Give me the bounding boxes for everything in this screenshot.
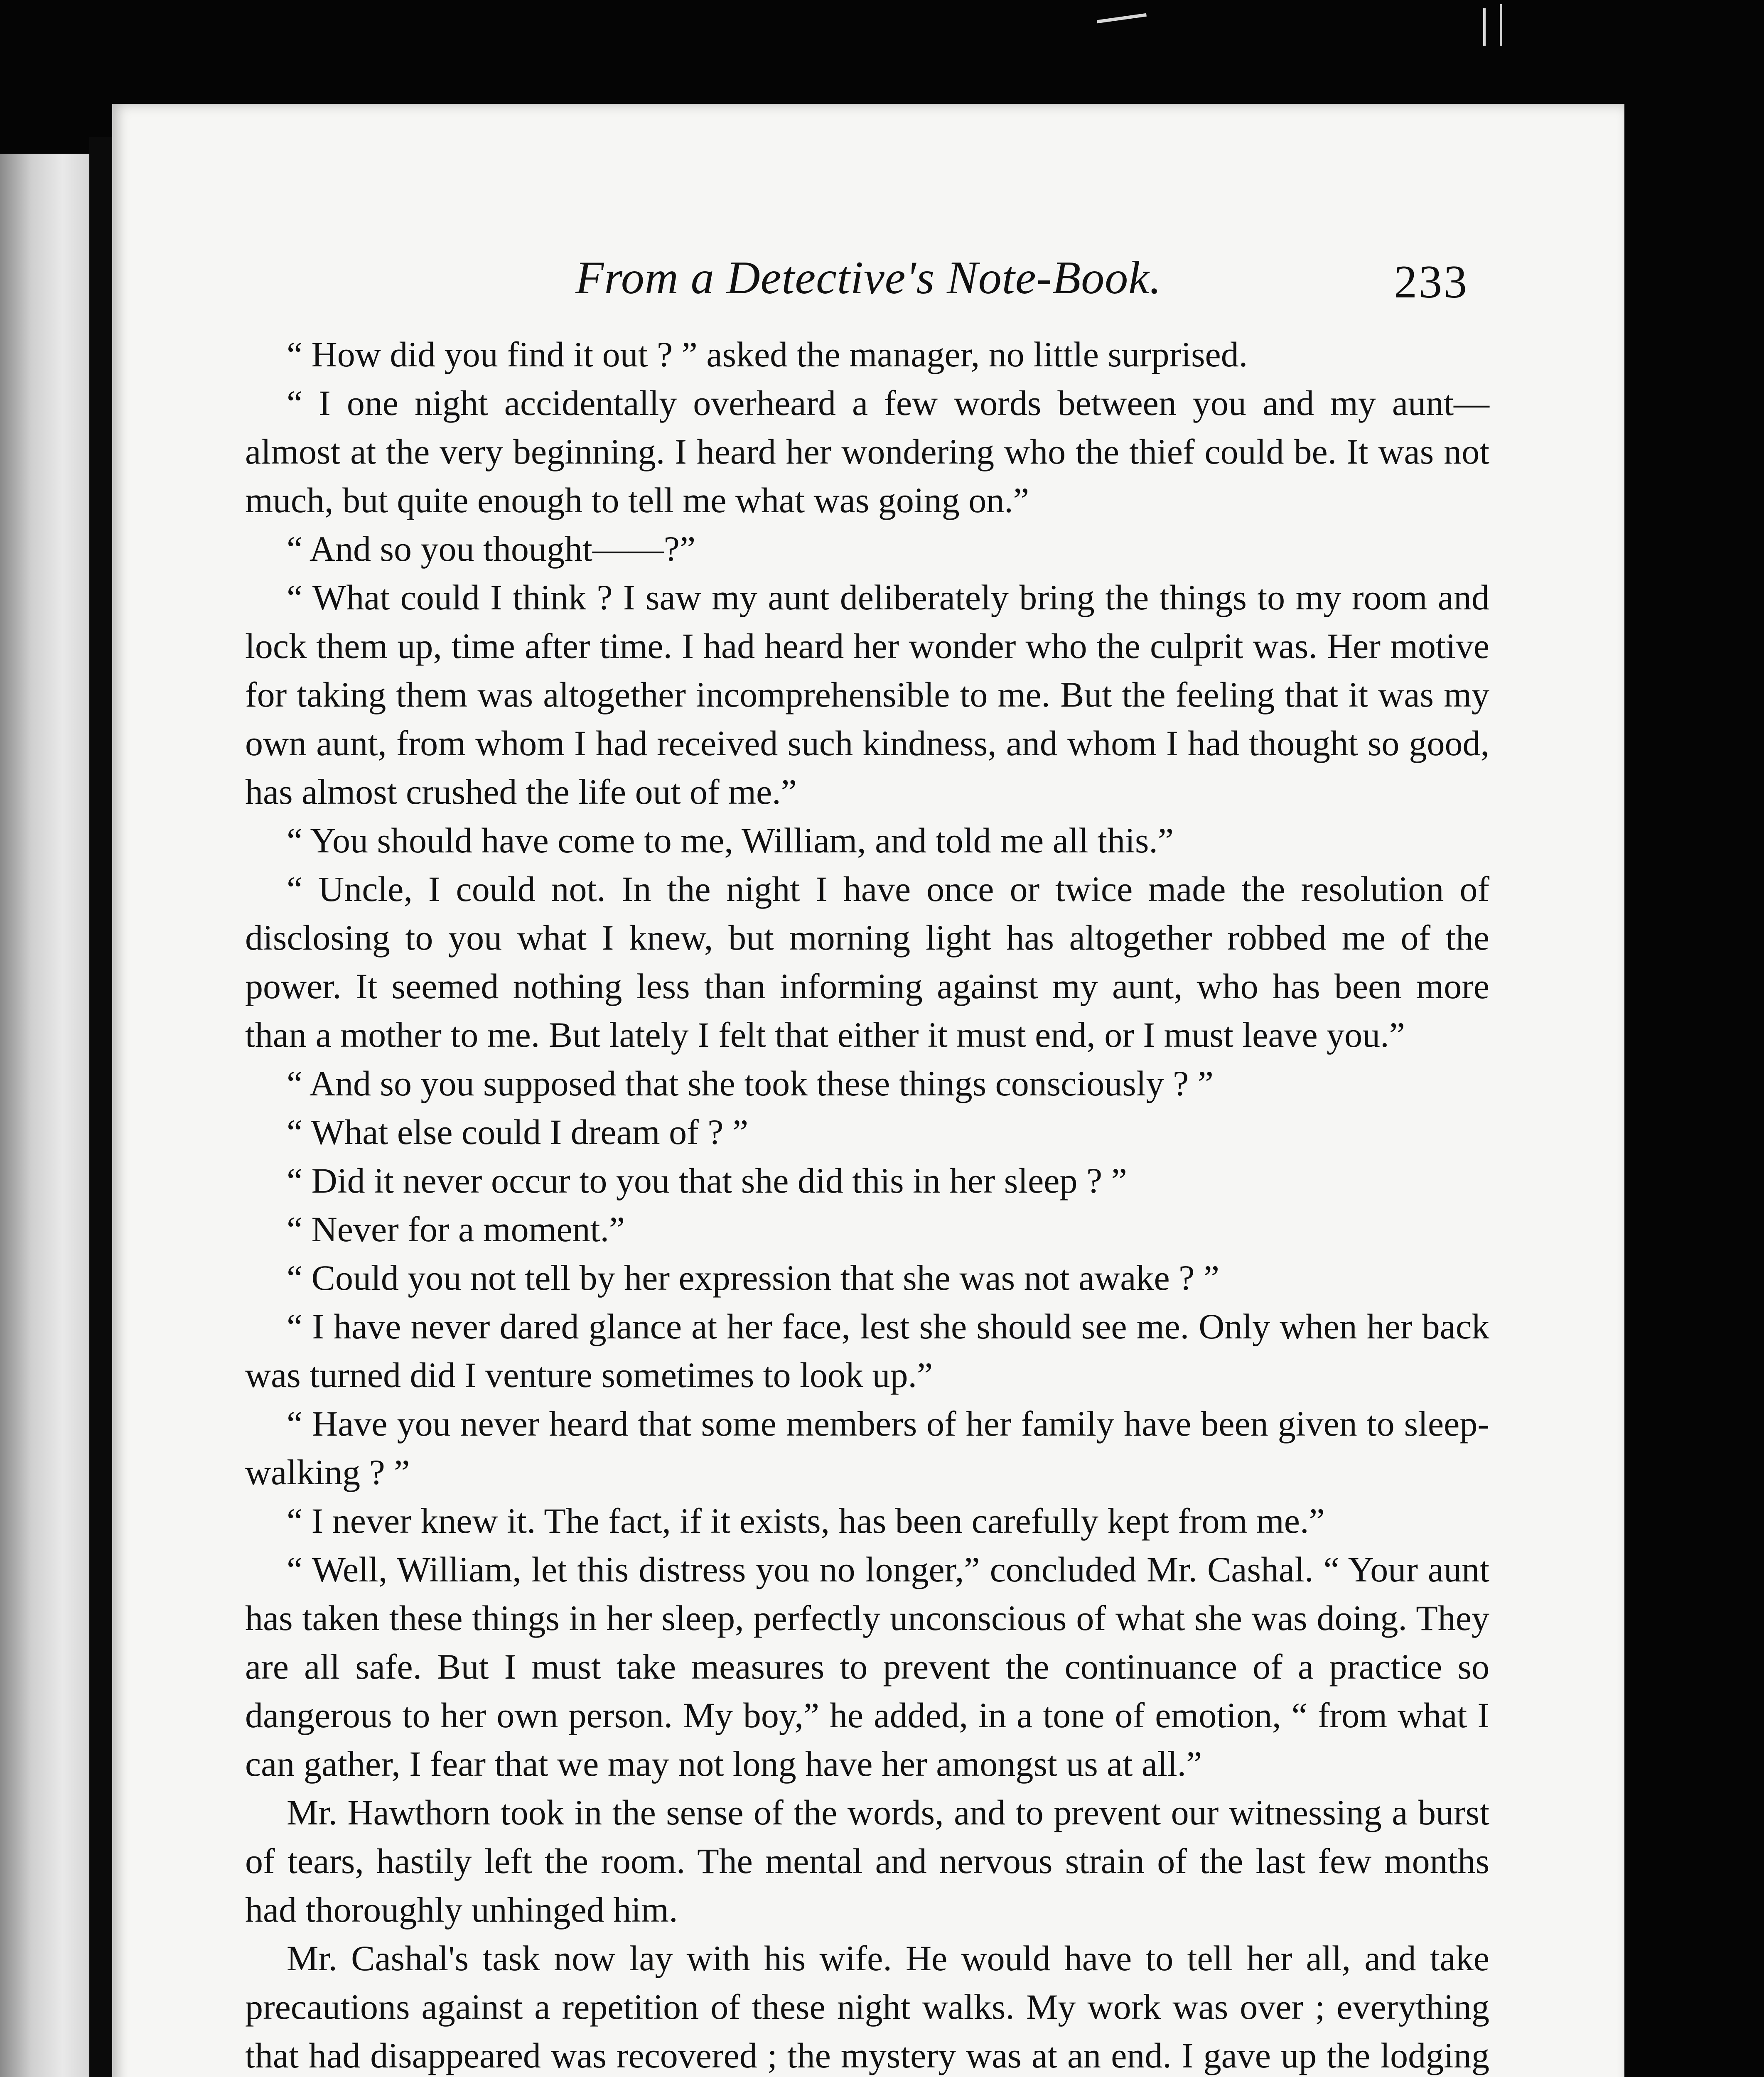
scratch-mark: [1483, 8, 1486, 46]
paragraph: “ What could I think ? I saw my aunt deliberately bring the things to my room and lock them up, time after time. I had heard her wonder who the culprit was. Her motive for taking them was altogether incomprehensible to me. But the feeling that it was my own aunt, from whom I had received such kindness, and whom I had thought so good, has almost crushed the life out of me.”: [245, 577, 1489, 812]
paragraph: “ What else could I dream of ? ”: [287, 1112, 749, 1152]
page-gutter: [89, 137, 112, 2077]
body-text: [245, 330, 1489, 2077]
paragraph: “ I have never dared glance at her face, lest she should see me. Only when her back was turned did I venture sometimes to look up.”: [245, 1306, 1489, 1395]
paragraph: Mr. Cashal's task now lay with his wife. He would have to tell her all, and take precautions against a repetition of these night walks. My work was over ; everything that had disappeared was recovered ; the mystery was at an end. I gave up the lodging: [245, 1938, 1489, 2075]
scratch-mark: [1500, 4, 1502, 46]
paragraph: Mr. Hawthorn took in the sense of the words, and to prevent our witnessing a burst of tears, hastily left the room. The mental and nervous strain of the last few months had thoroughly unhinged him.: [245, 1792, 1489, 1930]
paragraph: “ And so you thought——?”: [287, 529, 696, 569]
paragraph: “ Did it never occur to you that she did this in her sleep ? ”: [287, 1161, 1127, 1201]
paragraph: “ Uncle, I could not. In the night I have once or twice made the resolution of disclosing to you what I knew, but morning light has altogether robbed me of the power. It seemed nothing less than informing against my aunt, who has been more than a mother to me. But lately I felt that either it must end, or I must leave you.”: [245, 869, 1489, 1055]
paragraph: “ Well, William, let this distress you no longer,” concluded Mr. Cashal. “ Your aunt has taken these things in her sleep, perfectly unconscious of what she was doing. They are all safe. But I must take measures to prevent the continuance of a practice so dangerous to her own person. My boy,” he added, in a tone of emotion, “ from what I can gather, I fear that we may not long have her amongst us at all.”: [245, 1549, 1489, 1784]
paragraph: “ I never knew it. The fact, if it exists, has been carefully kept from me.”: [287, 1501, 1325, 1541]
paragraph: “ Could you not tell by her expression that she was not awake ? ”: [287, 1258, 1219, 1298]
running-head: [112, 251, 1624, 318]
paragraph: “ And so you supposed that she took these things consciously ? ”: [287, 1063, 1214, 1103]
page-number: 233: [1394, 256, 1469, 308]
paragraph: “ I one night accidentally overheard a few words between you and my aunt—almost at the very beginning. I heard her wondering who the thief could be. It was not much, but quite enough to tell me what was going on.”: [245, 383, 1489, 520]
running-title: From a Detective's Note-Book.: [575, 252, 1162, 304]
paragraph: “ Never for a moment.”: [287, 1209, 625, 1249]
book-page: [112, 104, 1624, 2077]
paragraph: “ How did you find it out ? ” asked the manager, no little surprised.: [287, 334, 1248, 374]
paragraph: “ Have you never heard that some members of her family have been given to sleep-walking ? ”: [245, 1404, 1489, 1492]
previous-page-edge: [0, 154, 89, 2077]
paragraph: “ You should have come to me, William, and told me all this.”: [287, 820, 1174, 860]
